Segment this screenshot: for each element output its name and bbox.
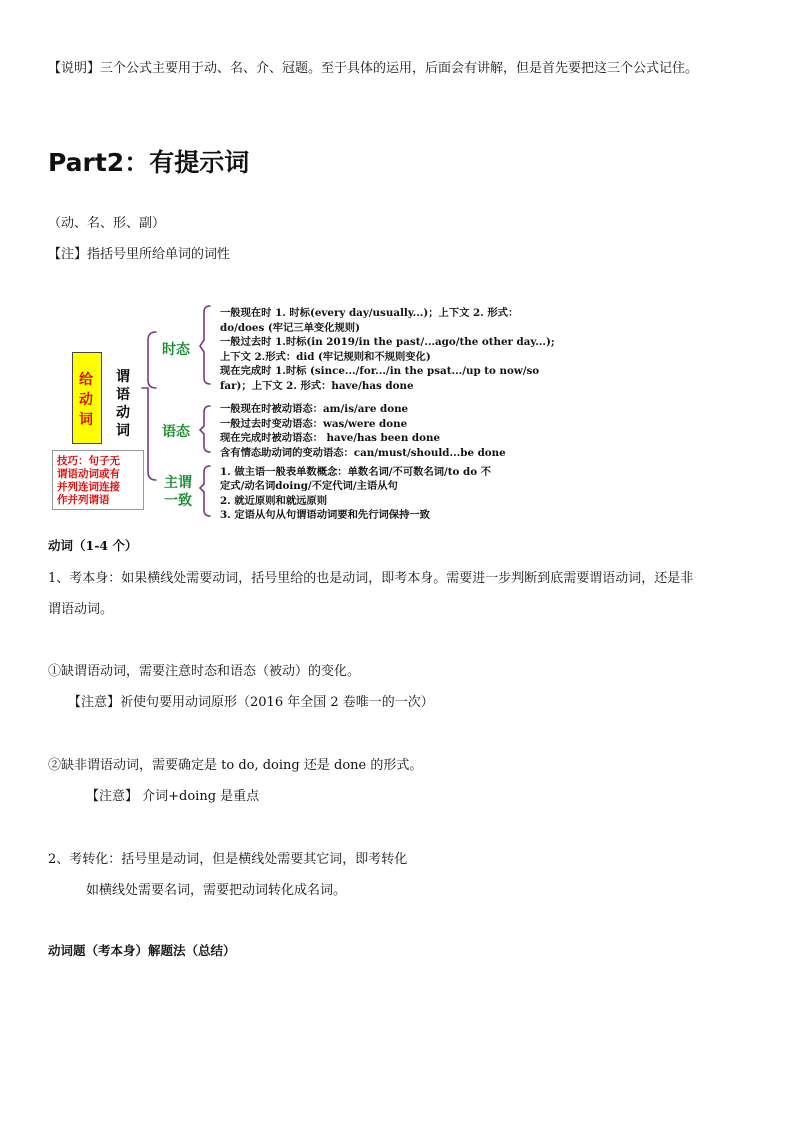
summary-heading: 动词题（考本身）解题法（总结） bbox=[48, 943, 236, 958]
voice-line-3: 现在完成时被动语态： have/has been done bbox=[220, 432, 441, 444]
note-line: 【注】指括号里所给单词的词性 bbox=[48, 247, 231, 262]
agreement-line-2: 定式/动名词doing/不定代词/主语从句 bbox=[220, 480, 398, 492]
agreement-line-1: 1. 做主语一般表单数概念：单数名词/不可数名词/to do 不 bbox=[220, 466, 491, 478]
voice-line-1: 一般现在时被动语态：am/is/are done bbox=[220, 403, 409, 415]
case2-note: 【注意】 介词+doing 是重点 bbox=[86, 789, 260, 804]
category-agreement-line2: 一致 bbox=[164, 493, 192, 509]
tense-line-5: 现在完成时 1.时标 (since.../for.../in the psat.../up to now/so bbox=[220, 365, 540, 377]
category-voice: 语态 bbox=[162, 424, 190, 440]
pos-line: （动、名、形、副） bbox=[48, 216, 166, 231]
tip-line-3: 并列连词连接 bbox=[57, 481, 120, 493]
part-title: Part2：有提示词 bbox=[48, 148, 250, 177]
item2-line1: 2、考转化：括号里是动词，但是横线处需要其它词，即考转化 bbox=[48, 852, 408, 867]
given-verb-char-1: 给 bbox=[79, 372, 93, 388]
item1-line2: 谓语动词。 bbox=[48, 602, 114, 617]
case1: ①缺谓语动词，需要注意时态和语态（被动）的变化。 bbox=[48, 664, 361, 679]
tip-line-4: 作并列谓语 bbox=[57, 494, 110, 506]
agreement-line-4: 3. 定语从句从句谓语动词要和先行词保持一致 bbox=[220, 509, 430, 521]
tip-box bbox=[52, 450, 144, 510]
tense-line-4: 上下文 2.形式：did (牢记规则和不规则变化) bbox=[220, 351, 431, 363]
tense-line-1: 一般现在时 1. 时标(every day/usually...)；上下文 2. 形式： bbox=[220, 307, 519, 319]
category-tense: 时态 bbox=[162, 342, 190, 358]
agreement-line-3: 2. 就近原则和就远原则 bbox=[220, 495, 328, 507]
given-verb-char-3: 词 bbox=[79, 412, 93, 428]
case1-note: 【注意】祈使句要用动词原形（2016 年全国 2 卷唯一的一次） bbox=[68, 695, 434, 710]
predicate-char-2: 语 bbox=[116, 387, 130, 403]
intro-note: 【说明】三个公式主要用于动、名、介、冠题。至于具体的运用，后面会有讲解，但是首先要把这三个公式记住。 bbox=[48, 61, 699, 76]
voice-line-2: 一般过去时变动语态：was/were done bbox=[220, 418, 408, 430]
predicate-char-1: 谓 bbox=[116, 369, 130, 385]
tense-line-3: 一般过去时 1.时标(in 2019/in the past/...ago/the other day...); bbox=[220, 336, 555, 348]
verb-heading: 动词（1-4 个） bbox=[48, 538, 138, 553]
predicate-char-4: 词 bbox=[116, 423, 130, 439]
item1-line1: 1、考本身：如果横线处需要动词，括号里给的也是动词，即考本身。需要进一步判断到底需要谓语动词，还是非 bbox=[48, 571, 694, 586]
case2: ②缺非谓语动词，需要确定是 to do, doing 还是 done 的形式。 bbox=[48, 758, 423, 773]
tense-line-6: far)；上下文 2. 形式：have/has done bbox=[220, 380, 414, 392]
predicate-verb-diagram bbox=[52, 296, 612, 522]
tip-line-1: 技巧：句子无 bbox=[57, 455, 120, 467]
voice-line-4: 含有情态助动词的变动语态：can/must/should...be done bbox=[220, 447, 506, 459]
item2-line2: 如横线处需要名词，需要把动词转化成名词。 bbox=[86, 883, 347, 898]
tense-line-2: do/does (牢记三单变化规则) bbox=[220, 322, 360, 334]
category-agreement-line1: 主谓 bbox=[164, 475, 192, 491]
predicate-char-3: 动 bbox=[116, 405, 130, 421]
given-verb-char-2: 动 bbox=[79, 392, 93, 408]
tip-line-2: 谓语动词或有 bbox=[57, 468, 120, 480]
given-verb-box bbox=[72, 352, 102, 444]
